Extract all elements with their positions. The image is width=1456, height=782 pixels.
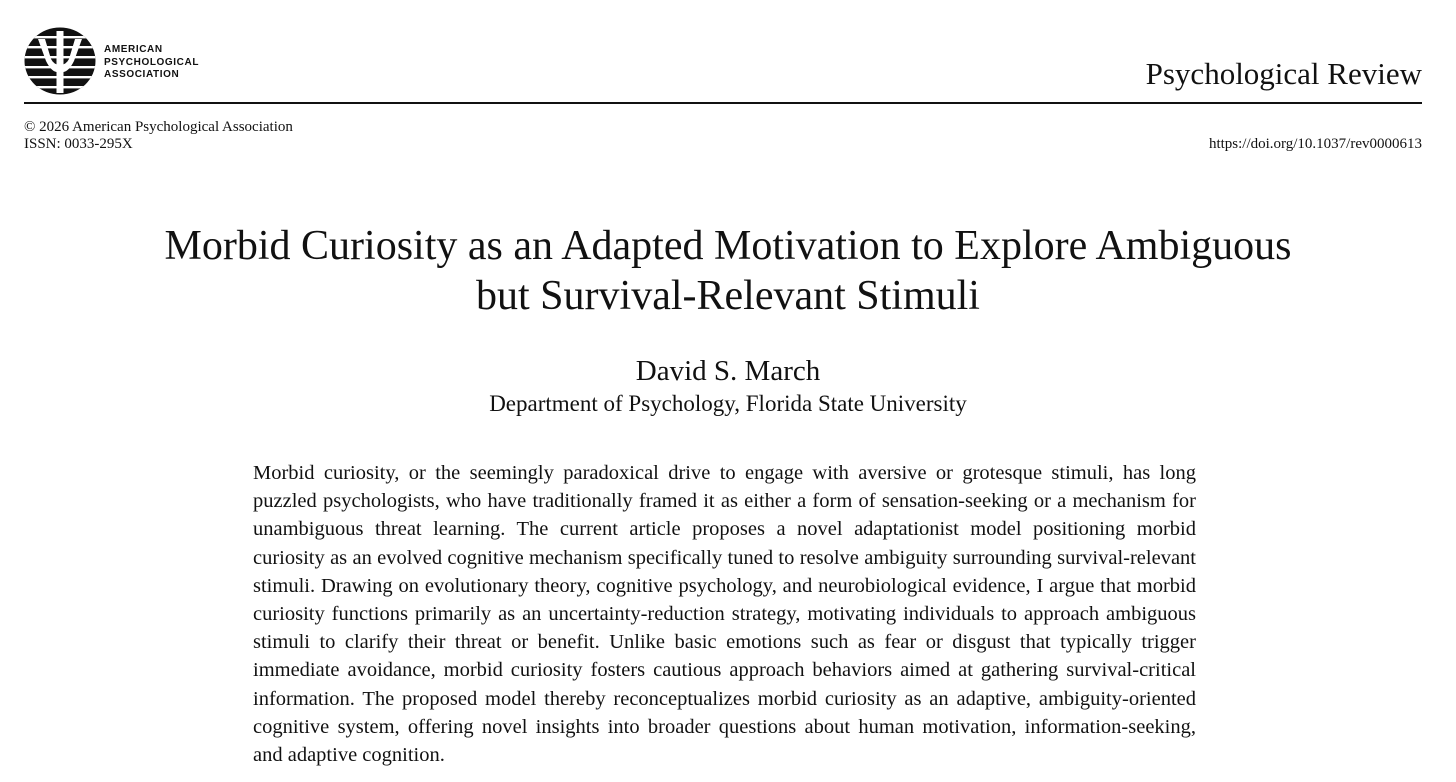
article-title (0, 221, 1456, 321)
title-line: Morbid Curiosity as an Adapted Motivation to Explore Ambiguous (164, 223, 1292, 269)
doi-link[interactable]: https://doi.org/10.1037/rev0000613 (1208, 136, 1422, 152)
journal-title: Psychological Review (1145, 56, 1422, 91)
header-rule (24, 102, 1422, 104)
apa-psi-logo-icon (24, 27, 96, 95)
publisher-line: ASSOCIATION (104, 69, 180, 80)
publisher-line: AMERICAN (104, 44, 163, 55)
issn: ISSN: 0033-295X (24, 136, 133, 152)
copyright-notice: © 2026 American Psychological Association (24, 119, 293, 135)
publisher-name (104, 44, 199, 82)
copyright-block (24, 119, 293, 153)
author-affiliation: Department of Psychology, Florida State University (489, 391, 967, 416)
title-line: but Survival-Relevant Stimuli (476, 273, 980, 319)
publisher-line: PSYCHOLOGICAL (104, 56, 200, 68)
abstract: Morbid curiosity, or the seemingly paradoxical drive to engage with aversive or grotesque stimuli, has long puzzled psychologists, who have traditionally framed it as either a form of sensation-seeking or a mechanism for unambiguous threat learning. The current article proposes a novel adaptationist model positioning morbid curiosity as an evolved cognitive mechanism specifically tuned to resolve ambiguity surrounding survival-relevant stimuli. Drawing on evolutionary theory, cognitive psychology, and neurobiological evidence, I argue that morbid curiosity functions primarily as an uncertainty-reduction strategy, motivating individuals to approach ambiguous stimuli to clarify their threat or benefit. Unlike basic emotions such as fear or disgust that typically trigger immediate avoidance, morbid curiosity fosters cautious approach behaviors aimed at gathering survival-critical information. The proposed model thereby reconceptualizes morbid curiosity as an adaptive, ambiguity-oriented cognitive system, offering novel insights into broader questions about human motivation, information-seeking, and adaptive cognition. (253, 462, 1196, 767)
author-name: David S. March (635, 355, 821, 387)
